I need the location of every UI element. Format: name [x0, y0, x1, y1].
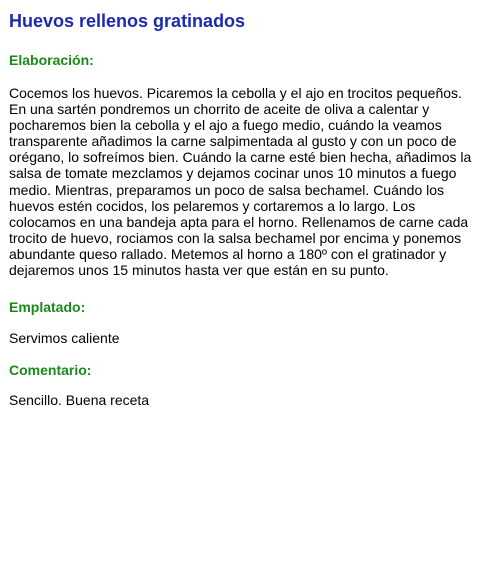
emplatado-heading: Emplatado: — [9, 299, 86, 316]
elaboracion-text: Cocemos los huevos. Picaremos la cebolla y el ajo en trocitos pequeños. En una sartén pondremos un chorrito de aceite de oliva a calentar y pocharemos bien la cebolla y el ajo a fuego medio, cuándo la veamos transparente añadimos la carne salpimentada al gusto y con un poco de orégano, lo sofreímos bien. Cuándo la carne esté bien hecha, añadimos la salsa de tomate mezclamos y dejamos cocinar unos 10 minutos a fuego medio. Mientras, preparamos un poco de salsa bechamel. Cuándo los huevos estén cocidos, los pelaremos y cortaremos a lo largo. Los colocamos en una bandeja apta para el horno. Rellenamos de carne cada trocito de huevo, rociamos con la salsa bechamel por encima y ponemos abundante queso rallado. Metemos al horno a 180º con el gratinador y dejaremos unos 15 minutos hasta ver que están en su punto. — [9, 85, 472, 279]
recipe-title: Huevos rellenos gratinados — [9, 11, 246, 31]
comentario-text: Sencillo. Buena receta — [9, 392, 150, 409]
comentario-heading: Comentario: — [9, 362, 92, 379]
emplatado-text: Servimos caliente — [9, 330, 120, 347]
elaboracion-heading: Elaboración: — [9, 52, 94, 68]
